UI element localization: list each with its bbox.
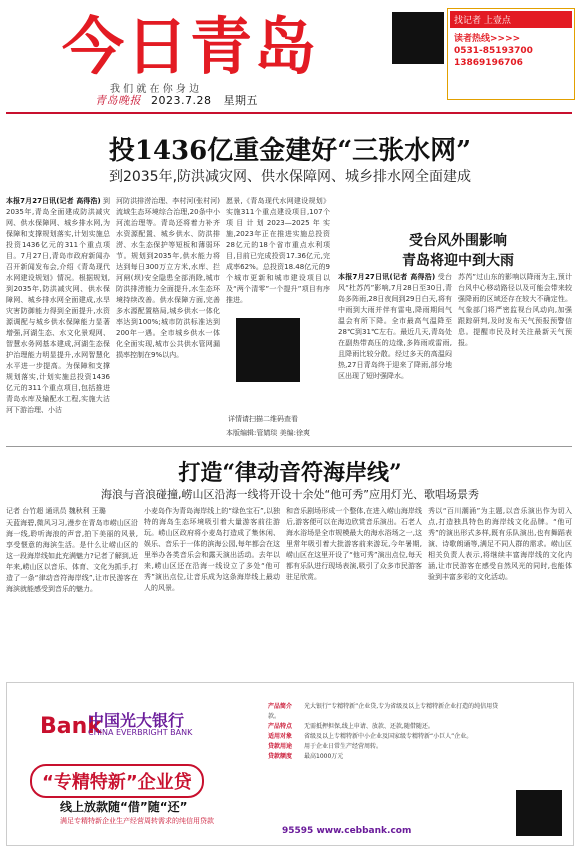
bank-logo-word: Bank bbox=[40, 714, 102, 739]
ad-term-row: 贷款用途 用于企业日常生产经营周转。 bbox=[268, 743, 383, 750]
ad-terms-table bbox=[268, 702, 508, 762]
side-byline: 本报7月27日讯(记者 高得浩) bbox=[338, 273, 436, 281]
lead-column-3: 愿景,《青岛现代水网建设规划》实施311个重点建设项目,107个项目计划2023—2025年实施,2023年正在推进实施总投资28亿元的18个省市重点水利项目,目前已完成投资17.36亿元,完成率62%。总投资18.48亿元的9个城市更新和城市建设项目以及“两个清零”一个提升”项目有序推进。 bbox=[226, 197, 330, 304]
masthead bbox=[0, 0, 580, 108]
ad-hotline[interactable]: 95595 www.cebbank.com bbox=[282, 826, 412, 836]
ad-tagline: 线上放款随“借”随“还” bbox=[60, 800, 188, 814]
issue-date: 2023.7.28 bbox=[151, 94, 212, 107]
ad-qr-code[interactable] bbox=[516, 790, 562, 836]
ad-term-row: 贷款额度 最高1000万元 bbox=[268, 753, 344, 760]
dateline bbox=[95, 92, 258, 108]
lead-qr-code bbox=[236, 318, 300, 382]
lead-subheadline: 到2035年,防洪减灾网、供水保障网、城乡排水网全面建成 bbox=[108, 169, 472, 185]
feature-byline: 记者 台竹超 通讯员 魏秋利 王璐 bbox=[6, 507, 106, 515]
lead-column-1 bbox=[6, 196, 110, 444]
hotline-label: 读者热线>>>> bbox=[454, 34, 521, 44]
masthead-divider bbox=[6, 112, 572, 114]
ad-term-row: 适用对象 省级及以上专精特新中小企业及国家级专精特新“小巨人”企业。 bbox=[268, 733, 473, 740]
feature-column-1: 天蓝海碧,微风习习,漫步在青岛市崂山区沿海一线,聆听海浪的声音,拍下美丽的风景,享受惬意的海滨生活。是什么让崂山区的这一段海岸线如此充满魅力?记者了解到,近年来,崂山区以音乐、体育、文化为抓手,打造了一条“律动音符海岸线”,让市民游客在海滨就能感受到音乐的魅力。 bbox=[6, 519, 138, 593]
hotline-title: 找记者 上壹点 bbox=[450, 11, 572, 28]
reader-hotline-box bbox=[447, 8, 575, 100]
ad-term-row: 产品特点 无需抵押担保,线上申请、放款、还款,随借随还。 bbox=[268, 723, 434, 730]
phone-number-2: 13869196706 bbox=[454, 58, 523, 68]
lead-column-2: 河防洪排涝治理、李村河(张村河)流域生态环境综合治理,20条中小河流治理等。青岛还将着力补齐水资源配置、城乡供水、防洪排涝、水生态保护等短板和薄弱环节。规划到2035年,供水能力将达到每日300万立方米,水库、拦河闸(坝)安全隐患全部消除,城市防洪排涝能力全面提升,水生态环境持续改善。供水保障方面,完善多水源配置格局,城乡供水一体化率达到100%;城市防洪标准达到200年一遇。全市城乡供水一体化全面实现,城市公共供水管网漏损率控制在9%以内。 bbox=[116, 197, 220, 359]
brand-tagline: 我 们 就 在 你 身 边 bbox=[110, 84, 200, 95]
masthead-qr-code bbox=[392, 12, 444, 64]
side-column-2: 苏芮”过山东的影响以降雨为主,预计台风中心移动路径以及可能会带来较强降雨的区域还存在较大不确定性。气象部门将严密监视台风动向,加强跟踪研判,及时发布天气预报预警信息。提醒市民及时关注最新天气预报。 bbox=[458, 273, 572, 347]
feature-column-3: 和音乐剧场形成一个整体,在进入崂山海岸线后,游客便可以在海边欣赏音乐演出。石老人海水浴场是全市规模最大的海水浴场之一,这里常年吸引着大批游客前来游玩,今年暑期,崂山区在这里开设了“他可秀”演出点位,每天都有乐队进行现场表演,吸引了众多市民游客驻足欣赏。 bbox=[286, 507, 422, 581]
side-column-1 bbox=[338, 272, 452, 440]
side-col1-text: 受台风“杜苏芮”影响,7月28日至30日,青岛多阵雨,28日夜间到29日白天,将有中雨到大雨并伴有雷电,降雨期间气温会有所下降。全市最高气温降至28℃到31℃左右。最近几天,青岛处在副热带高压的边缘,多阵雨或雷雨,且降雨比较分散。经过多天的高温闷热,27日青岛终于迎来了降雨,部分地区出现了短时强降水。 bbox=[338, 273, 452, 380]
lead-qr-caption: 详情请扫描二维码查看 bbox=[228, 415, 298, 423]
ad-slogan: “专精特新”企业贷 bbox=[30, 764, 204, 798]
feature-subheadline: 海浪与音浪碰撞,崂山区沿海一线将开设十余处“他可秀”应用灯光、歌唱场景秀 bbox=[101, 488, 479, 501]
page-editor-line: 本版编辑:管婧琰 美编:徐爽 bbox=[226, 429, 310, 437]
bank-name-cn: 中国光大银行 bbox=[88, 711, 185, 730]
ad-term-row: 产品简介 光大银行“专精特新”企业贷,专为省级及以上专精特新企业打造的纯信用贷款。 bbox=[268, 703, 499, 720]
newspaper-logo bbox=[62, 6, 362, 78]
lead-byline: 本报7月27日讯(记者 高得浩) bbox=[6, 197, 101, 205]
svg-text:今日青岛: 今日青岛 bbox=[62, 10, 319, 78]
feature-column-2: 小麦岛作为青岛海岸线上的“绿色宝石”,以独特的海岛生态环境吸引着大量游客前往游玩。崂山区政府将小麦岛打造成了集休闲、娱乐、音乐于一体的滨海公园,每年都会在这里举办各类音乐会和露天演出活动。去年以来,崂山区还在沿海一线设立了多处“他可秀”演出点位,让音乐成为这条海岸线上最动人的风景。 bbox=[144, 507, 280, 592]
feature-headline: 打造“律动音符海岸线” bbox=[178, 460, 402, 486]
phone-number-1: 0531-85193700 bbox=[454, 46, 533, 56]
lead-headline: 投1436亿重金建好“三张水网” bbox=[108, 136, 472, 166]
bank-name-en: CHINA EVERBRIGHT BANK bbox=[88, 728, 193, 737]
side-headline-1: 受台风外围影响 bbox=[409, 233, 507, 249]
ad-small-text: 满足专精特新企业生产经营周转需求的纯信用贷款 bbox=[60, 817, 214, 825]
side-headline-2: 青岛将迎中到大雨 bbox=[402, 253, 514, 269]
feature-column-4: 秀以“百川潮涌”为主题,以音乐演出作为切入点,打造独具特色的海岸线文化品牌。“他可秀”的演出形式多样,既有乐队演出,也有舞蹈表演、诗歌朗诵等,满足不同人群的需求。崂山区相关负责人表示,将继续丰富海岸线的文化内涵,让市民游客在感受自然风光的同时,也能体验到丰富多彩的文化活动。 bbox=[428, 507, 572, 581]
section-divider bbox=[6, 446, 572, 447]
lead-col1-text: 到2035年,青岛全面建成防洪减灾网、供水保障网、城乡排水网,为保障和支撑规划落实,计划实施总投资1436亿元的311个重点项目。7月27日,青岛市政府新闻办召开新闻发布会,介绍《青岛现代水网建设规划》情况。根据规划,到2035年,防洪减灾网、供水保障网、城乡排水网全面建成,水旱灾害防御能力得到全面提升,水资源调配与城乡供水保障能力显著增强,河湖生态、水文化景观网、智慧水务网基本建成,河湖生态保护治理能力明显提升,水网智慧化水平进一步提高。为保障和支撑规划落实,计划实施总投资1436亿元的311个重点项目,包括推进青岛水库及输配水工程,实施大沽河下游治理、小沽 bbox=[6, 197, 110, 414]
issue-weekday: 星期五 bbox=[223, 94, 258, 107]
paper-name: 青岛晚报 bbox=[95, 94, 141, 107]
